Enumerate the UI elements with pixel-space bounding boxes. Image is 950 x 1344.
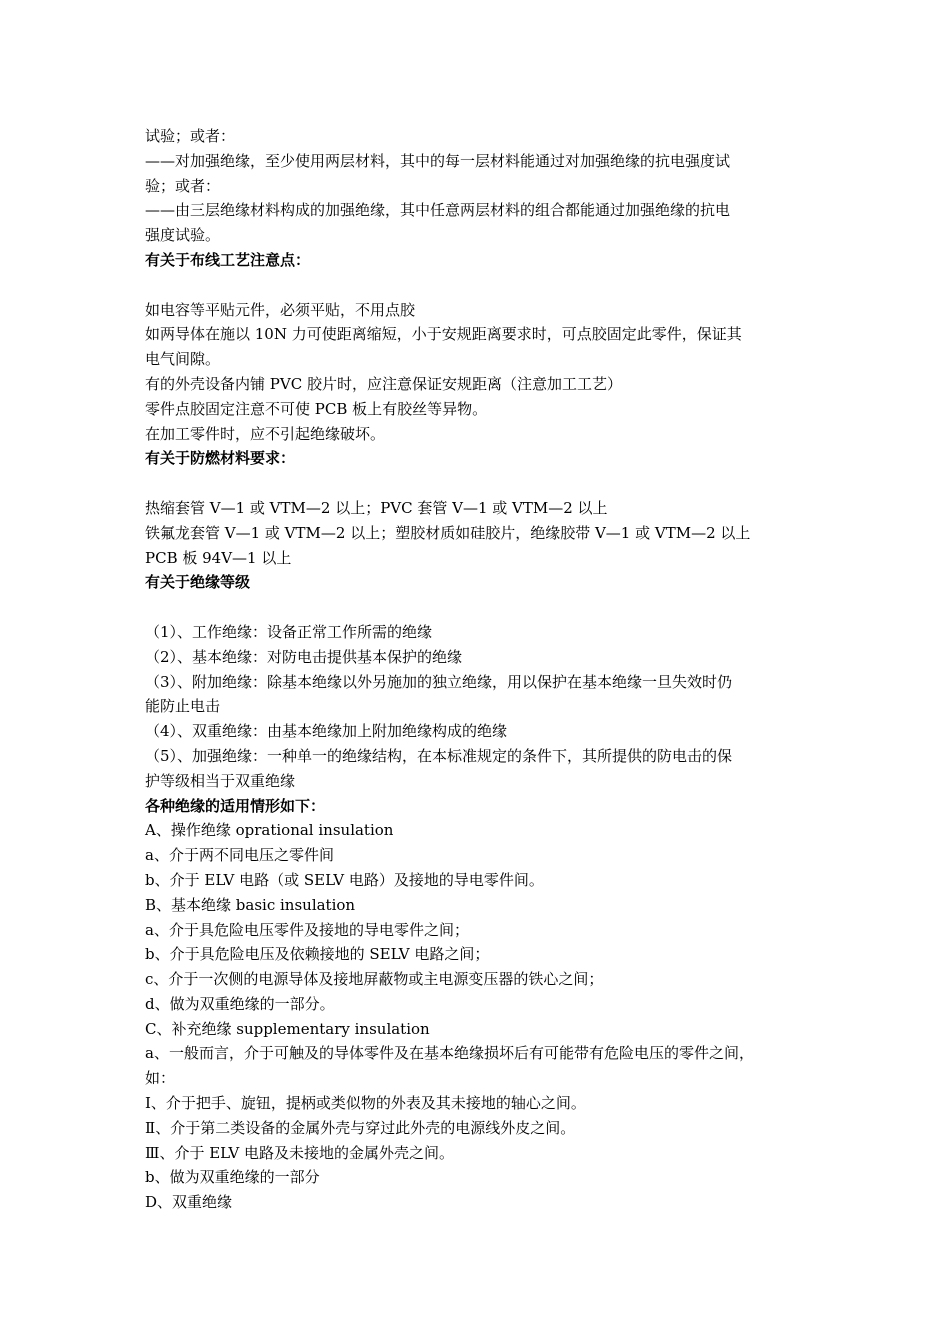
text-line: b、介于 ELV 电路（或 SELV 电路）及接地的导电零件间。 (145, 870, 544, 889)
text-line: ——由三层绝缘材料构成的加强绝缘，其中任意两层材料的组合都能通过加强绝缘的抗电 (145, 201, 731, 220)
text-line: 强度试验。 (145, 226, 221, 245)
text-line: （4）、双重绝缘：由基本绝缘加上附加绝缘构成的绝缘 (145, 722, 508, 741)
text-line: a、一般而言，介于可触及的导体零件及在基本绝缘损坏后有可能带有危险电压的零件之间， (145, 1044, 754, 1063)
text-line: Ⅱ、介于第二类设备的金属外壳与穿过此外壳的电源线外皮之间。 (145, 1118, 576, 1137)
text-line: B、基本绝缘 basic insulation (145, 895, 356, 914)
text-line: 电气间隙。 (145, 350, 221, 369)
text-line: 试验；或者： (145, 127, 236, 145)
text-line: （3）、附加绝缘：除基本绝缘以外另施加的独立绝缘，用以保护在基本绝缘一旦失效时仍 (145, 672, 733, 691)
blank-line (145, 273, 820, 298)
text-line: 如电容等平贴元件，必须平贴，不用点胶 (145, 300, 416, 319)
text-line: D、双重绝缘 (145, 1193, 233, 1212)
text-line: 如两导体在施以 10N 力可使距离缩短，小于安规距离要求时，可点胶固定此零件，保证其 (145, 325, 742, 344)
text-line: Ⅲ、介于 ELV 电路及未接地的金属外壳之间。 (145, 1143, 454, 1162)
text-line: b、介于具危险电压及依赖接地的 SELV 电路之间； (145, 945, 490, 964)
text-line: 零件点胶固定注意不可使 PCB 板上有胶丝等异物。 (145, 399, 488, 418)
text-line: 铁氟龙套管 V—1 或 VTM—2 以上；塑胶材质如硅胶片，绝缘胶带 V—1 或 VTM—2 以上 (145, 523, 751, 542)
blank-line (145, 595, 820, 620)
text-line: （5）、加强绝缘：一种单一的绝缘结构，在本标准规定的条件下，其所提供的防电击的保 (145, 746, 733, 765)
text-line: PCB 板 94V—1 以上 (145, 548, 292, 567)
text-line: ——对加强绝缘，至少使用两层材料，其中的每一层材料能通过对加强绝缘的抗电强度试 (145, 151, 731, 170)
text-line: 如： (145, 1069, 176, 1088)
text-line: 能防止电击 (145, 697, 221, 716)
text-line: d、做为双重绝缘的一部分。 (145, 994, 335, 1013)
text-line: C、补充绝缘 supplementary insulation (145, 1019, 430, 1038)
text-line: 热缩套管 V—1 或 VTM—2 以上；PVC 套管 V—1 或 VTM—2 以上 (145, 498, 608, 517)
section-heading: 各种绝缘的适用情形如下： (145, 796, 326, 815)
text-line: Ⅰ、介于把手、旋钮，提柄或类似物的外表及其未接地的轴心之间。 (145, 1094, 586, 1113)
text-line: c、介于一次侧的电源导体及接地屏蔽物或主电源变压器的铁心之间； (145, 970, 604, 989)
text-line: a、介于两不同电压之零件间 (145, 846, 334, 865)
text-line: 验；或者： (145, 176, 221, 195)
text-line: 护等级相当于双重绝缘 (145, 771, 296, 790)
text-line: 有的外壳设备内铺 PVC 胶片时，应注意保证安规距离（注意加工工艺） (145, 374, 622, 393)
text-line: A、操作绝缘 oprational insulation (145, 821, 394, 840)
blank-line (145, 471, 820, 496)
section-heading: 有关于布线工艺注意点： (145, 250, 311, 269)
text-line: b、做为双重绝缘的一部分 (145, 1168, 320, 1187)
document-body (145, 124, 820, 1215)
text-line: （1）、工作绝缘：设备正常工作所需的绝缘 (145, 622, 433, 641)
text-line: 在加工零件时，应不引起绝缘破坏。 (145, 424, 386, 443)
section-heading: 有关于防燃材料要求： (145, 449, 296, 468)
text-line: （2）、基本绝缘：对防电击提供基本保护的绝缘 (145, 647, 463, 666)
section-heading: 有关于绝缘等级 (145, 573, 251, 592)
text-line: a、介于具危险电压零件及接地的导电零件之间； (145, 920, 469, 939)
